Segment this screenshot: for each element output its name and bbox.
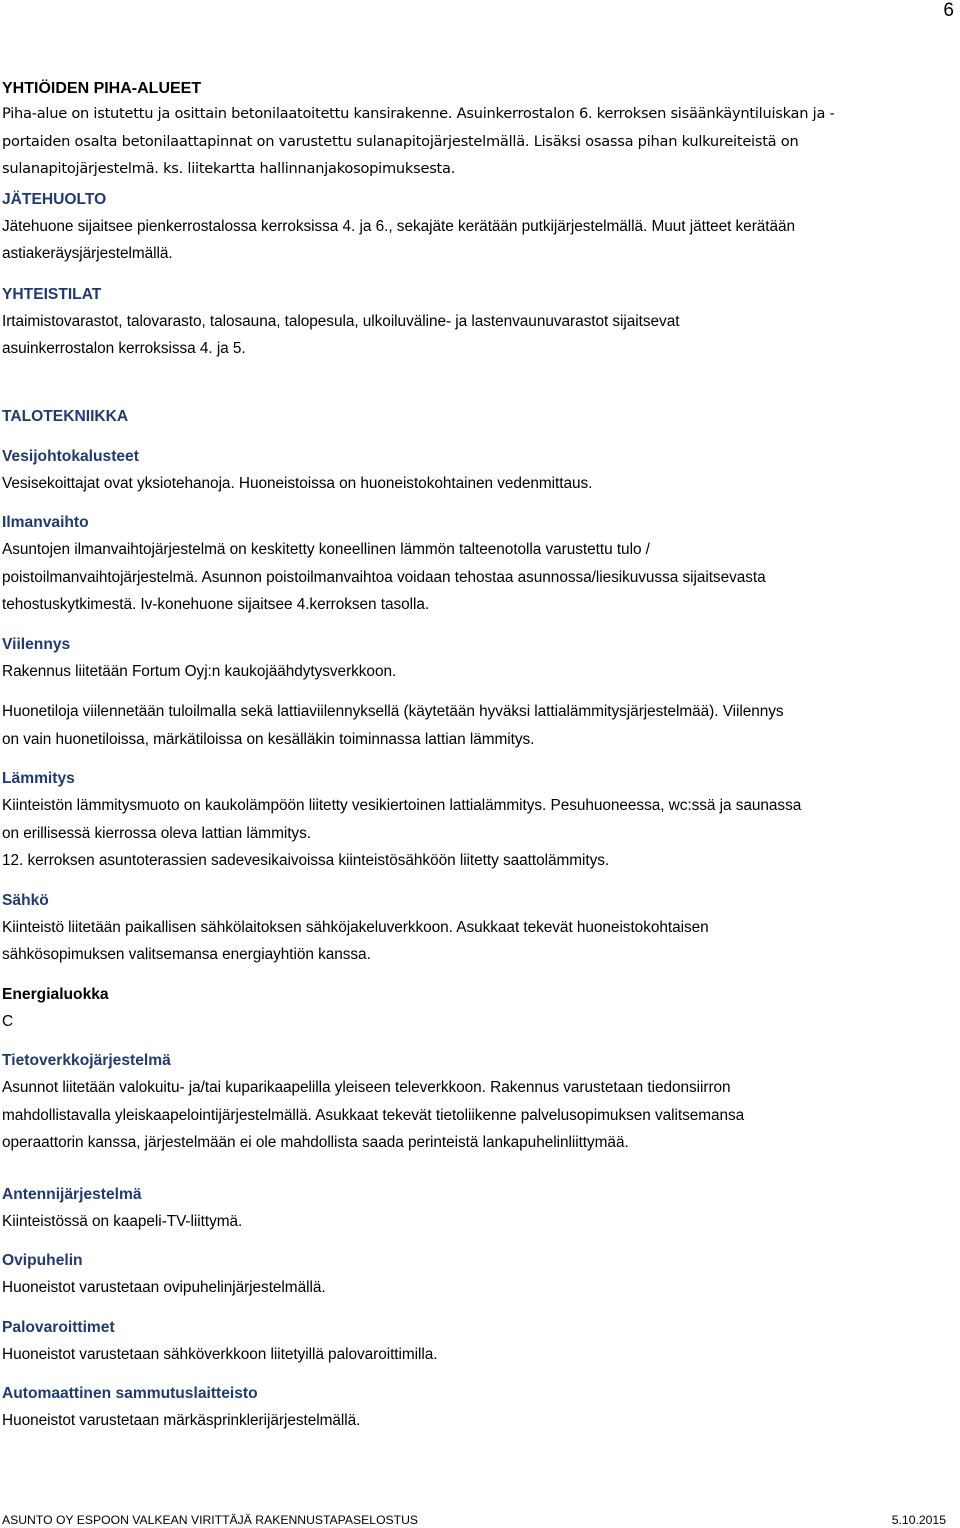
heading-ilmanvaihto: Ilmanvaihto: [2, 514, 89, 531]
heading-palovaroittimet: Palovaroittimet: [2, 1318, 115, 1336]
ilmanvaihto-line-2: poistoilmanvaihtojärjestelmä. Asunnon poistoilmanvaihtoa voidaan tehostaa asunnossa/liesikuvussa sijaitsevasta: [2, 568, 766, 586]
heading-vesijohtokalusteet: Vesijohtokalusteet: [2, 447, 139, 465]
heading-viilennys: Viilennys: [2, 635, 71, 653]
heading-lammitys: Lämmitys: [2, 770, 75, 787]
section-ovipuhelin: [2, 1247, 958, 1302]
section-sammutus: [2, 1380, 958, 1435]
lammitys-line-1: Kiinteistön lämmitysmuoto on kaukolämpöön liitetty vesikiertoinen lattialämmitys. Pesuhuoneessa, wc:ssä ja saunassa: [2, 797, 802, 814]
heading-antenni: Antennijärjestelmä: [2, 1185, 142, 1203]
section-talotekniikka: [2, 403, 958, 430]
viilennys-line-1: Rakennus liitetään Fortum Oyj:n kaukojäähdytysverkkoon.: [2, 662, 397, 680]
heading-piha-alueet: YHTIÖIDEN PIHA-ALUEET: [2, 80, 202, 97]
document-body: [2, 78, 958, 1435]
jatehuolto-line-1: Jätehuone sijaitsee pienkerrostalossa kerroksissa 4. ja 6., sekajäte kerätään putkijärjestelmällä. Muut jätteet kerätään: [2, 217, 796, 235]
section-jatehuolto: [2, 186, 958, 268]
piha-line-1: Piha-alue on istutettu ja osittain betonilaatoitettu kansirakenne. Asuinkerrostalon 6. kerroksen sisäänkäyntiluiskan ja -: [2, 105, 835, 122]
sammutus-line-1: Huoneistot varustetaan märkäsprinklerijärjestelmällä.: [2, 1412, 361, 1429]
section-antenni: [2, 1181, 958, 1236]
piha-line-3: sulanapitojärjestelmä. ks. liitekartta hallinnanjakosopimuksesta.: [2, 160, 456, 177]
page-number: 6: [943, 0, 954, 21]
heading-talotekniikka: TALOTEKNIIKKA: [2, 407, 129, 425]
ovipuhelin-line-1: Huoneistot varustetaan ovipuhelinjärjestelmällä.: [2, 1279, 326, 1296]
footer-date: 5.10.2015: [891, 1513, 946, 1527]
viilennys-line-2: Huonetiloja viilennetään tuloilmalla sekä lattiaviilennyksellä (käytetään hyväksi lattialämmitysjärjestelmää). Viilennys: [2, 703, 784, 720]
vesijohto-line-1: Vesisekoittajat ovat yksiotehanoja. Huoneistoissa on huoneistokohtainen vedenmittaus.: [2, 474, 593, 492]
section-viilennys: [2, 631, 958, 754]
footer-title: ASUNTO OY ESPOON VALKEAN VIRITTÄJÄ RAKENNUSTAPASELOSTUS: [2, 1513, 419, 1527]
ilmanvaihto-line-3: tehostuskytkimestä. Iv-konehuone sijaitsee 4.kerroksen tasolla.: [2, 596, 430, 613]
heading-tietoverkko: Tietoverkkojärjestelmä: [2, 1052, 171, 1069]
ilmanvaihto-line-1: Asuntojen ilmanvaihtojärjestelmä on keskitetty koneellinen lämmön talteenotolla varustettu tulo /: [2, 541, 650, 558]
heading-sammutus: Automaattinen sammutuslaitteisto: [2, 1385, 258, 1402]
tietoverkko-line-1: Asunnot liitetään valokuitu- ja/tai kuparikaapelilla yleiseen televerkkoon. Rakennus varustetaan tiedonsiirron: [2, 1079, 731, 1096]
piha-line-2: portaiden osalta betonilaattapinnat on varustettu sulanapitojärjestelmällä. Lisäksi osassa pihan kulkureiteistä on: [2, 132, 799, 150]
heading-ovipuhelin: Ovipuhelin: [2, 1252, 83, 1269]
section-sahko: [2, 887, 958, 969]
viilennys-line-3: on vain huonetiloissa, märkätiloissa on kesälläkin toiminnassa lattian lämmitys.: [2, 730, 535, 748]
section-lammitys: [2, 765, 958, 875]
jatehuolto-line-2: astiakeräysjärjestelmällä.: [2, 245, 173, 262]
section-palovaroittimet: [2, 1314, 958, 1369]
yhteistilat-line-1: Irtaimistovarastot, talovarasto, talosauna, talopesula, ulkoiluväline- ja lastenvaunuvarastot sijaitsevat: [2, 312, 680, 330]
page-footer: [2, 1512, 946, 1528]
lammitys-line-3: 12. kerroksen asuntoterassien sadevesikaivoissa kiinteistösähköön liitetty saattolämmitys.: [2, 852, 610, 869]
energialuokka-value: C: [2, 1012, 14, 1030]
tietoverkko-line-3: operaattorin kanssa, järjestelmään ei ole mahdollista saada perinteistä lankapuhelinliittymää.: [2, 1134, 629, 1151]
section-yhteistilat: [2, 281, 958, 363]
heading-jatehuolto: JÄTEHUOLTO: [2, 190, 107, 208]
tietoverkko-line-2: mahdollistavalla yleiskaapelointijärjestelmällä. Asukkaat tekevät tietoliikenne palvelusopimuksen valitsemansa: [2, 1106, 745, 1124]
section-piha-alueet: [2, 78, 958, 183]
palovaroittimet-line-1: Huoneistot varustetaan sähköverkkoon liitetyillä palovaroittimilla.: [2, 1345, 438, 1363]
sahko-line-2: sähkösopimuksen valitsemansa energiayhtiön kanssa.: [2, 946, 371, 963]
section-ilmanvaihto: [2, 509, 958, 619]
section-energialuokka: [2, 981, 958, 1036]
yhteistilat-line-2: asuinkerrostalon kerroksissa 4. ja 5.: [2, 340, 246, 357]
antenni-line-1: Kiinteistössä on kaapeli-TV-liittymä.: [2, 1212, 243, 1230]
section-tietoverkko: [2, 1047, 958, 1157]
heading-yhteistilat: YHTEISTILAT: [2, 285, 102, 303]
heading-sahko: Sähkö: [2, 891, 49, 909]
heading-energialuokka: Energialuokka: [2, 985, 109, 1003]
lammitys-line-2: on erillisessä kierrossa oleva lattian lämmitys.: [2, 824, 311, 842]
section-vesijohtokalusteet: [2, 443, 958, 498]
sahko-line-1: Kiinteistö liitetään paikallisen sähkölaitoksen sähköjakeluverkkoon. Asukkaat tekevät huoneistokohtaisen: [2, 918, 709, 936]
